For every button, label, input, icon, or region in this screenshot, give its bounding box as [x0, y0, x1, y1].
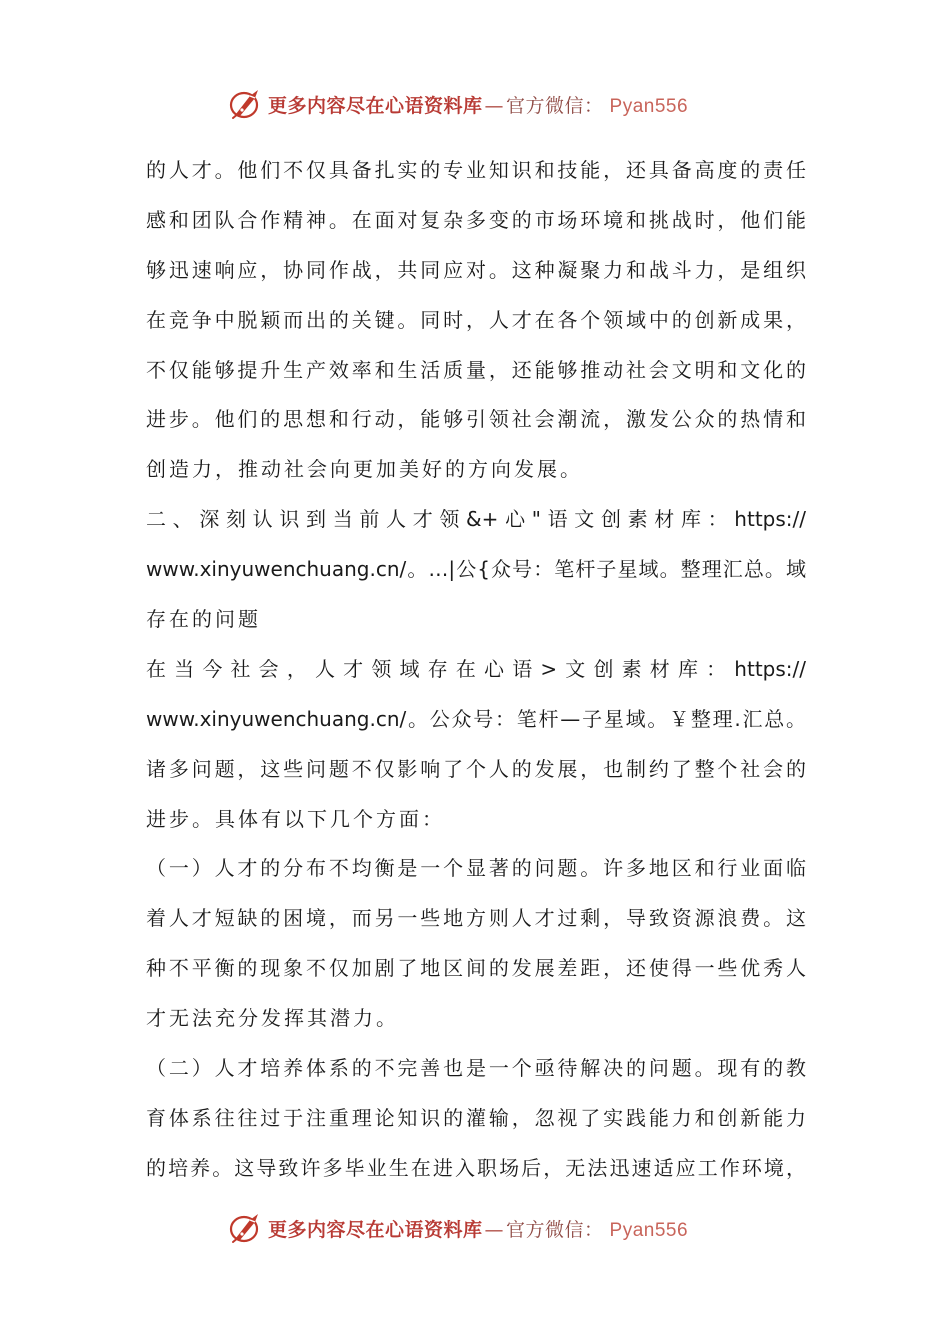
body-line-12: www.xinyuwenchuang.cn/。公众号：笔杆—子星域。￥整理.汇总。 [146, 706, 806, 731]
body-line-7: 创造力，推动社会向更加美好的方向发展。 [146, 457, 583, 482]
footer-brand-text: 更多内容尽在心语资料库 [268, 1218, 483, 1241]
section-heading-line-2: www.xinyuwenchuang.cn/。…|公{众号：笔杆子星域。整理汇总。域 [146, 557, 806, 582]
body-line-14: 进步。具体有以下几个方面： [146, 806, 445, 831]
body-line-17: 种不平衡的现象不仅加剧了地区间的发展差距，还使得一些优秀人 [146, 956, 806, 981]
footer-wechat-id: Pyan556 [609, 1219, 689, 1241]
body-line-6: 进步。他们的思想和行动，能够引领社会潮流，激发公众的热情和 [146, 407, 806, 432]
footer-dash: — [484, 1218, 505, 1241]
body-line-21: 的培养。这导致许多毕业生在进入职场后，无法迅速适应工作环境， [146, 1155, 806, 1180]
body-line-18: 才无法充分发挥其潜力。 [146, 1006, 399, 1031]
body-line-5: 不仅能够提升生产效率和生活质量，还能够推动社会文明和文化的 [146, 357, 806, 382]
footer-banner-text [268, 1215, 688, 1242]
header-banner-text [268, 91, 688, 118]
footer-watermark-banner [228, 1208, 748, 1248]
body-line-4: 在竞争中脱颖而出的关键。同时，人才在各个领域中的创新成果， [146, 307, 806, 332]
pen-nib-logo-icon [228, 86, 264, 122]
header-watermark-banner [228, 84, 748, 124]
body-line-3: 够迅速响应，协同作战，共同应对。这种凝聚力和战斗力，是组织 [146, 257, 806, 282]
body-line-13: 诸多问题，这些问题不仅影响了个人的发展，也制约了整个社会的 [146, 756, 806, 781]
header-wechat-label: 官方微信： [506, 94, 604, 117]
body-line-19: （二）人才培养体系的不完善也是一个亟待解决的问题。现有的教 [146, 1056, 806, 1081]
header-dash: — [484, 94, 505, 117]
body-line-11: 在当今社会，人才领域存在心语>文创素材库：https:// [146, 656, 806, 681]
header-wechat-id: Pyan556 [609, 95, 689, 117]
body-line-20: 育体系往往过于注重理论知识的灌输，忽视了实践能力和创新能力 [146, 1105, 806, 1130]
document-body [146, 146, 806, 1194]
body-line-15: （一）人才的分布不均衡是一个显著的问题。许多地区和行业面临 [146, 856, 806, 881]
pen-nib-logo-icon [228, 1210, 264, 1246]
footer-wechat-label: 官方微信： [506, 1218, 604, 1241]
body-line-2: 感和团队合作精神。在面对复杂多变的市场环境和挑战时，他们能 [146, 207, 806, 232]
body-line-1: 的人才。他们不仅具备扎实的专业知识和技能，还具备高度的责任 [146, 158, 806, 182]
section-heading-line-1: 二、深刻认识到当前人才领&+心"语文创素材库：https:// [146, 507, 806, 532]
header-brand-text: 更多内容尽在心语资料库 [268, 94, 483, 117]
section-heading-line-3: 存在的问题 [146, 607, 261, 632]
body-line-16: 着人才短缺的困境，而另一些地方则人才过剩，导致资源浪费。这 [146, 906, 806, 931]
